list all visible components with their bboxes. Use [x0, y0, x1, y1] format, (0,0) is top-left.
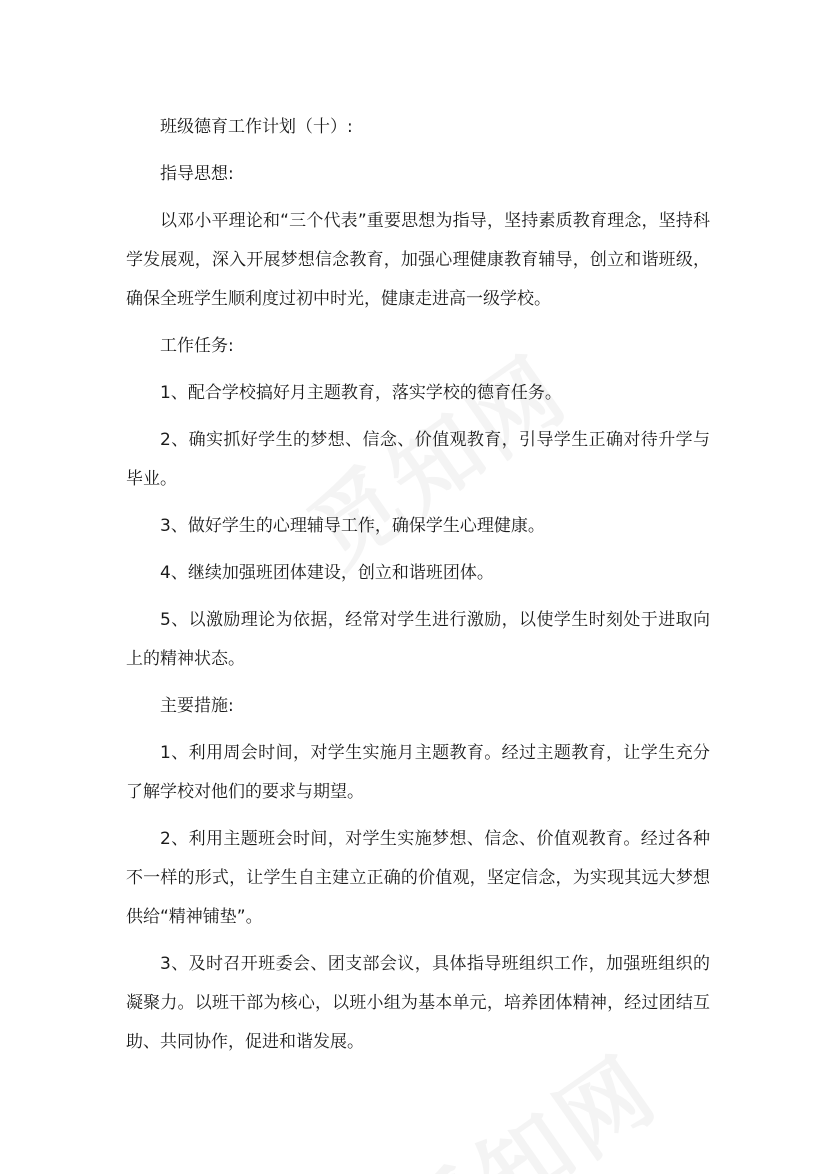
paragraph: 3、做好学生的心理辅导工作，确保学生心理健康。: [160, 516, 545, 536]
document-title: 班级德育工作计划（十）:: [160, 117, 353, 137]
paragraph: 5、以激励理论为依据，经常对学生进行激励，以使学生时刻处于进取向上的精神状态。: [126, 610, 710, 669]
paragraph: 3、及时召开班委会、团支部会议，具体指导班组织工作，加强班组织的凝聚力。以班干部为核心，以班小组为基本单元，培养团体精神，经过团结互助、共同协作，促进和谐发展。: [126, 954, 710, 1052]
paragraph: 1、配合学校搞好月主题教育，落实学校的德育任务。: [160, 383, 562, 403]
section-heading-guiding-ideology: 指导思想:: [160, 164, 234, 184]
section-heading-measures: 主要措施:: [160, 696, 234, 716]
document-body: [126, 108, 710, 1070]
section-heading-tasks: 工作任务:: [160, 336, 234, 356]
paragraph: 以邓小平理论和“三个代表”重要思想为指导，坚持素质教育理念，坚持科学发展观，深入开展梦想信念教育，加强心理健康教育辅导，创立和谐班级，确保全班学生顺利度过初中时光，健康走进高一级学校。: [126, 211, 710, 309]
paragraph: 2、确实抓好学生的梦想、信念、价值观教育，引导学生正确对待升学与毕业。: [126, 430, 710, 489]
paragraph: 4、继续加强班团体建设，创立和谐班团体。: [160, 563, 494, 583]
paragraph: 1、利用周会时间，对学生实施月主题教育。经过主题教育，让学生充分了解学校对他们的要求与期望。: [126, 743, 710, 802]
paragraph: 2、利用主题班会时间，对学生实施梦想、信念、价值观教育。经过各种不一样的形式，让学生自主建立正确的价值观，坚定信念，为实现其远大梦想供给“精神铺垫”。: [126, 829, 710, 927]
